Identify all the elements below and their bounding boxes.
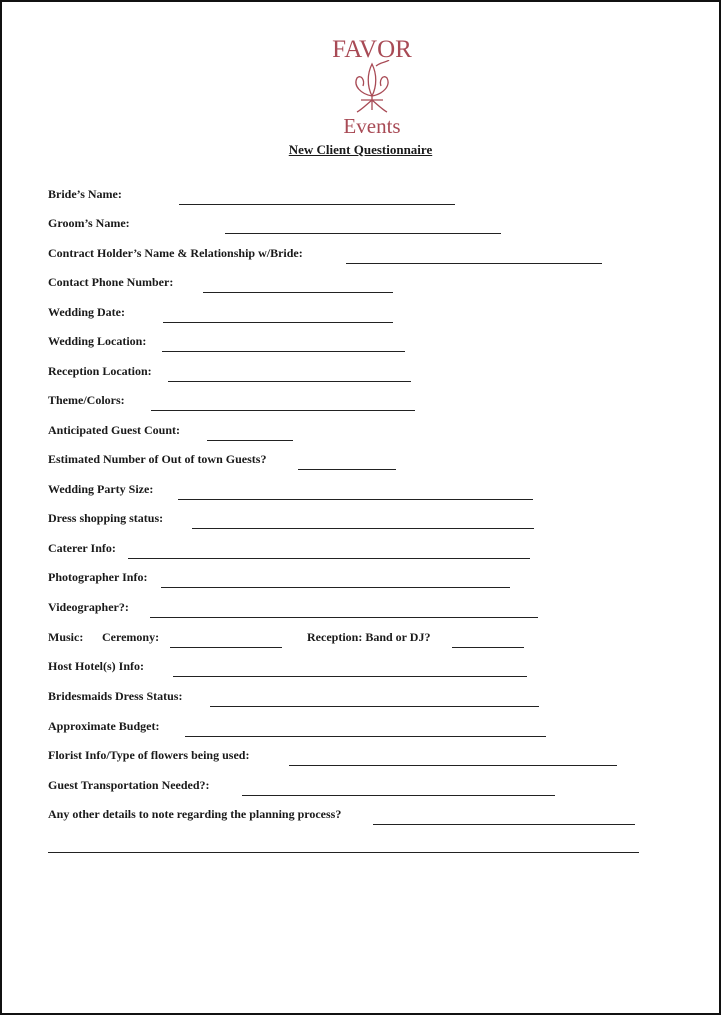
field-label: Contract Holder’s Name & Relationship w/Bride:: [48, 246, 303, 260]
field-label: Any other details to note regarding the planning process?: [48, 807, 342, 821]
field-input-line[interactable]: [128, 558, 530, 559]
field-input-line[interactable]: [168, 381, 411, 382]
field-input-line[interactable]: [298, 469, 396, 470]
ceremony-label: Ceremony:: [102, 630, 160, 644]
field-input-line[interactable]: [179, 204, 455, 205]
field-input-line[interactable]: [161, 587, 510, 588]
field-label: Wedding Location:: [48, 334, 147, 348]
band-or-dj-input-line[interactable]: [452, 647, 524, 648]
field-label: Estimated Number of Out of town Guests?: [48, 452, 267, 466]
field-input-line[interactable]: [151, 410, 415, 411]
field-label: Approximate Budget:: [48, 719, 160, 733]
music-label: Music:: [48, 630, 84, 644]
field-input-line[interactable]: [346, 263, 602, 264]
field-label: Wedding Date:: [48, 305, 126, 319]
field-input-line[interactable]: [210, 706, 539, 707]
field-input-line[interactable]: [178, 499, 533, 500]
field-input-line[interactable]: [203, 292, 393, 293]
field-input-line[interactable]: [225, 233, 501, 234]
ceremony-input-line[interactable]: [170, 647, 282, 648]
logo-favor-text: FAVOR: [332, 36, 412, 63]
field-label: Guest Transportation Needed?:: [48, 778, 210, 792]
field-input-line[interactable]: [162, 351, 405, 352]
field-label: Videographer?:: [48, 600, 129, 614]
field-label: Bride’s Name:: [48, 187, 122, 201]
field-input-line[interactable]: [185, 736, 546, 737]
field-label: Theme/Colors:: [48, 393, 125, 407]
other-details-continuation-line[interactable]: [48, 852, 639, 853]
favor-events-logo: [322, 32, 422, 142]
reception-label: Reception: Band or DJ?: [307, 630, 431, 644]
field-input-line[interactable]: [373, 824, 635, 825]
field-label: Contact Phone Number:: [48, 275, 174, 289]
field-input-line[interactable]: [150, 617, 538, 618]
field-input-line[interactable]: [242, 795, 555, 796]
field-label: Florist Info/Type of flowers being used:: [48, 748, 250, 762]
field-input-line[interactable]: [207, 440, 293, 441]
field-label: Caterer Info:: [48, 541, 116, 555]
page-title: New Client Questionnaire: [288, 142, 433, 157]
field-label: Bridesmaids Dress Status:: [48, 689, 183, 703]
field-label: Dress shopping status:: [48, 511, 164, 525]
logo-events-text: Events: [343, 114, 401, 138]
field-input-line[interactable]: [289, 765, 617, 766]
field-input-line[interactable]: [173, 676, 527, 677]
field-label: Host Hotel(s) Info:: [48, 659, 144, 673]
field-input-line[interactable]: [192, 528, 534, 529]
field-label: Reception Location:: [48, 364, 152, 378]
field-label: Anticipated Guest Count:: [48, 423, 181, 437]
field-input-line[interactable]: [163, 322, 393, 323]
field-label: Wedding Party Size:: [48, 482, 154, 496]
fleur-de-lis-icon: [347, 60, 397, 116]
field-label: Photographer Info:: [48, 570, 148, 584]
field-label: Groom’s Name:: [48, 216, 130, 230]
